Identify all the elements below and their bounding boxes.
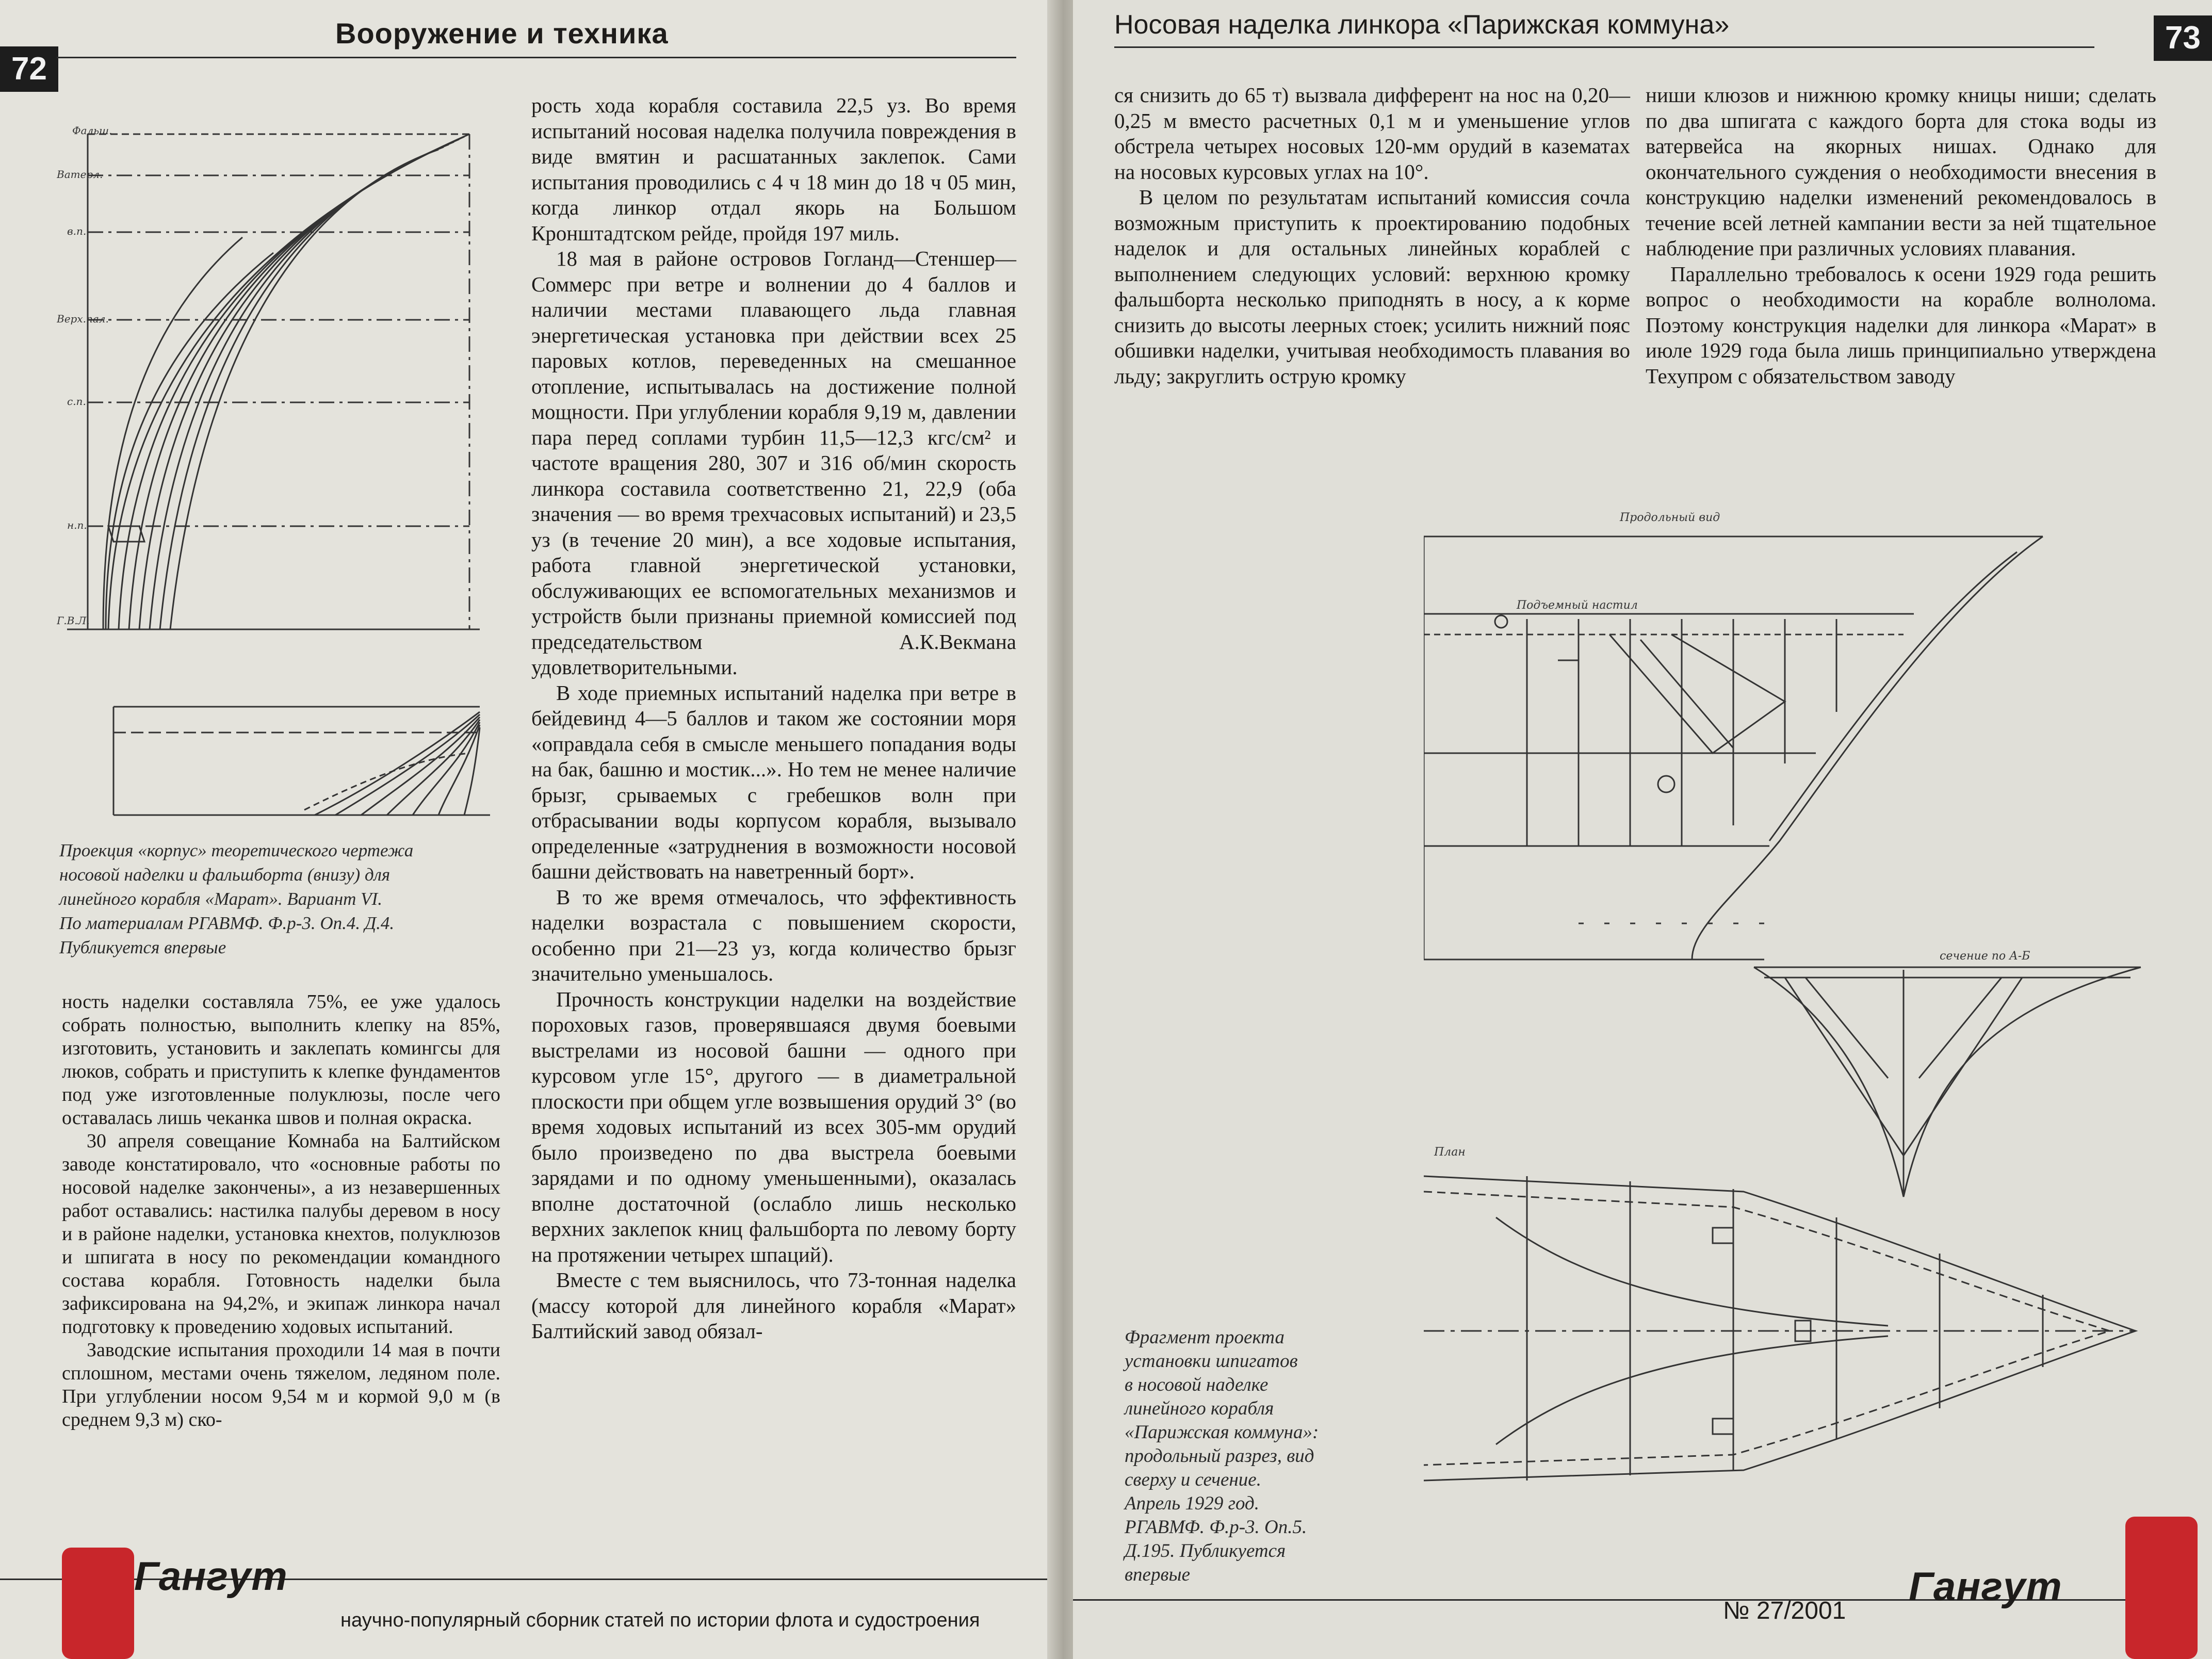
bookmark-tab-right	[2125, 1517, 2198, 1659]
label-side-view: Продольный вид	[1620, 511, 1720, 524]
header-rule-left	[57, 57, 1016, 58]
label-bulwark: Фальш.	[72, 124, 112, 137]
paragraph: В то же время отмечалось, что эффективность наделки возрастала с повышением скорости, особенно при 21—23 уз, когда количество брызг значительно уменьшалось.	[531, 885, 1016, 985]
left-column-1	[62, 990, 500, 1432]
caption-line: Фрагмент проекта	[1125, 1327, 1284, 1348]
label-note: Подъемный настил	[1517, 599, 1638, 612]
figure-caption-left	[59, 838, 513, 959]
label-plan-view: План	[1434, 1146, 1466, 1159]
footer-brand-left: Гангут	[134, 1553, 288, 1599]
caption-line: линейного корабля	[1125, 1398, 1274, 1419]
paragraph: Прочность конструкции наделки на воздействие пороховых газов, проверявшаяся двумя боевыми выстрелами из носовой башни — одного при курсовом угле 15°, другого — в диаметральной плоскости при общем угле возвышения орудий 3° (во время ходовых испытаний из всех 305-мм орудий было произведено по два выстрела боевыми зарядами и по одному уменьшенными), оказалась вполне достаточной (ослабло лишь несколько верхних заклепок книц фальшборта по левому борту на протяжении четырех шпаций).	[531, 987, 1016, 1266]
caption-line: сверху и сечение.	[1125, 1469, 1261, 1490]
right-page	[1073, 0, 2212, 1659]
label-vp: в.п.	[67, 225, 87, 237]
bookmark-tab-left	[62, 1548, 134, 1659]
paragraph: Вместе с тем выяснилось, что 73-тонная наделка (массу которой для линейного корабля «Марат» Балтийский завод обязал-	[531, 1268, 1016, 1343]
caption-line: РГАВМФ. Ф.р-3. Оп.5.	[1125, 1517, 1307, 1538]
left-page	[0, 0, 1058, 1659]
label-upper-deck: Верх.пал.	[57, 313, 109, 325]
paragraph: рость хода корабля составила 22,5 уз. Во время испытаний носовая наделка получила повреждения в виде вмятин и расшатанных заклепок. Сами испытания проводились с 4 ч 18 мин до 18 ч 05 мин, когда линкор отдал якорь на Большом Кронштадтском рейде, пройдя 197 миль.	[531, 93, 1016, 245]
running-head-right: Носовая наделка линкора «Парижская коммуна»	[1114, 10, 1730, 40]
label-section: сечение по А-Б	[1940, 950, 2030, 963]
caption-line: в носовой наделке	[1125, 1374, 1268, 1395]
footer-brand-right: Гангут	[1909, 1564, 2062, 1609]
paragraph: 30 апреля совещание Комнаба на Балтийском заводе констатировало, что «основные работы по носовой наделке закончены», а из незавершенных работ оставались: настилка палубы деревом в носу и в районе наделки, установка кнехтов, полуклюзов и шпигата в носу по рекомендации командного состава корабля. Готовность наделки была зафиксирована на 94,2%, и экипаж линкора начал подготовку к проведению ходовых испытаний.	[62, 1130, 500, 1338]
header-rule-right	[1114, 46, 2094, 48]
label-np: н.п.	[67, 519, 87, 531]
caption-line: Д.195. Публикуется	[1125, 1540, 1286, 1562]
caption-line: «Парижская коммуна»:	[1125, 1422, 1319, 1443]
caption-line: впервые	[1125, 1564, 1191, 1585]
paragraph: Заводские испытания проходили 14 мая в почти сплошном, местами очень тяжелом, ледяном поле. При углублении носом 9,54 м и кормой 9,0 м (в среднем 9,3 м) ско-	[62, 1339, 500, 1430]
right-column-2	[1646, 83, 2156, 389]
paragraph: ся снизить до 65 т) вызвала дифферент на нос на 0,20—0,25 м вместо расчетных 0,1 м и уменьшение углов обстрела четырех носовых 120-мм орудий в казематах на носовых курсовых углах на 10°.	[1114, 83, 1630, 184]
paragraph: 18 мая в районе островов Гогланд—Стеншер—Соммерс при ветре и волнении до 4 баллов и наличии местами плавающего льда главная энергетическая установка при действии всех 25 паровых котлов, переведенных на смешанное отопление, испытывалась на достижение полной мощности. При углублении корабля 9,19 м, давлении пара перед соплами турбин 11,5—12,3 кгс/см² и частоте вращения 280, 307 и 316 об/мин скорость линкора составила соответственно 21, 22,9 (оба значения — во время трехчасовых испытаний) и 23,5 уз (в течение 20 мин), а все ходовые испытания, работа главной энергетической установки, обслуживающих ее вспомогательных механизмов и устройств были признаны приемной комиссией под председательством А.К.Векмана удовлетворительными.	[531, 247, 1016, 679]
caption-line: Апрель 1929 год.	[1125, 1493, 1259, 1514]
paragraph: Параллельно требовалось к осени 1929 года решить вопрос о необходимости на корабле волнолома. Поэтому конструкция наделки для линкора «Марат» в июле 1929 года была лишь принципиально утверждена Техупром с обязательством заводу	[1646, 262, 2156, 388]
caption-line: Публикуется впервые	[59, 937, 226, 957]
bow-attachment-drawing	[1424, 506, 2177, 1517]
right-column-1	[1114, 83, 1630, 389]
caption-line: носовой наделки и фальшборта (внизу) для	[59, 865, 391, 885]
paragraph: В целом по результатам испытаний комиссия сочла возможным приступить к проектированию подобных наделок и для остальных линейных кораблей с выполнением следующих условий: верхнюю кромку фальшборта несколько приподнять в носу, а к корме снизить до высоты леерных стоек; усилить нижний пояс обшивки наделки, учитывая необходимость плавания во льду; закруглить острую кромку	[1114, 185, 1630, 388]
page-number-left: 72	[0, 46, 58, 92]
label-waterline: Ватерл.	[57, 168, 103, 181]
caption-line: продольный разрез, вид	[1125, 1445, 1314, 1467]
body-plan-drawing	[57, 113, 500, 825]
label-gvl: Г.В.Л.	[57, 614, 90, 627]
footer-series-text: научно-популярный сборник статей по истории флота и судостроения	[340, 1609, 980, 1631]
paragraph: ность наделки составляла 75%, ее уже удалось собрать полностью, выполнить клепку на 85%, изготовить, установить и заклепать комингсы для люков, собрать и приступить к клепке фундаментов под уже изготовленные полуклюзы, после чего оставалась лишь чеканка швов и полная окраска.	[62, 991, 500, 1129]
footer-issue-number: № 27/2001	[1723, 1597, 1846, 1624]
caption-line: Проекция «корпус» теоретического чертежа	[59, 840, 414, 860]
caption-line: По материалам РГАВМФ. Ф.р-3. Оп.4. Д.4.	[59, 913, 395, 933]
page-number-right: 73	[2154, 15, 2212, 61]
running-head-left: Вооружение и техника	[335, 17, 669, 50]
figure-caption-right	[1125, 1326, 1413, 1587]
paragraph: ниши клюзов и нижнюю кромку кницы ниши; сделать по два шпигата с каждого борта для стока воды из ватервейса на якорных нишах. Однако для окончательного суждения о необходимости внесения в конструкцию наделки изменений рекомендовалось в течение всей летней кампании вести за ней тщательное наблюдение при различных условиях плавания.	[1646, 83, 2156, 260]
caption-line: линейного корабля «Марат». Вариант VI.	[59, 889, 382, 909]
left-column-2	[531, 93, 1016, 1344]
paragraph: В ходе приемных испытаний наделка при ветре в бейдевинд 4—5 баллов и таком же состоянии моря «оправдала себя в смысле меньшего попадания воды на бак, башню и мостик...». Но тем не менее наличие брызг, срываемых с гребешков волн при отбрасывании воды корпусом корабля, вызывало определенные «затруднения в возможности носовой башни действовать на наветренный борт».	[531, 680, 1016, 883]
label-sp: с.п.	[67, 395, 86, 408]
caption-line: установки шпигатов	[1125, 1351, 1298, 1372]
